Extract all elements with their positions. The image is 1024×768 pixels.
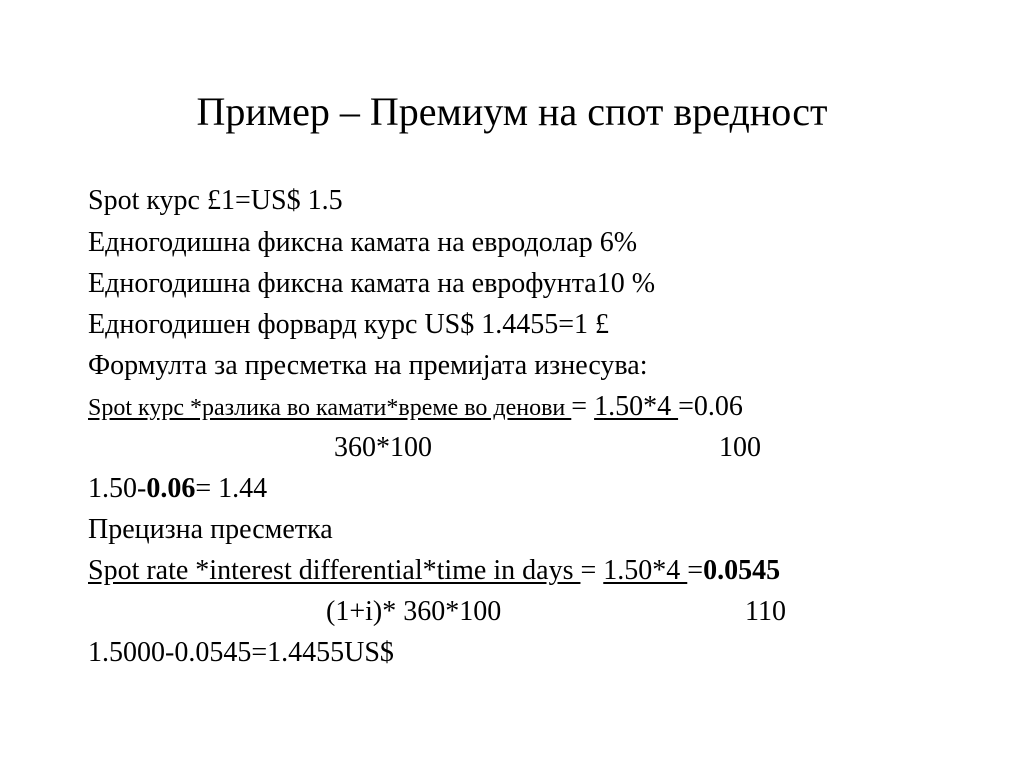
- pound-interest-line: Едногодишна фиксна камата на еврофунта10 %: [88, 268, 656, 299]
- formula-2: [88, 554, 780, 588]
- final-result-line: 1.5000-0.0545=1.4455US$: [88, 637, 394, 668]
- formula-1-lhs: Spot курс *разлика во камати*време во денови: [88, 395, 572, 421]
- formula-1: [88, 390, 743, 425]
- calc-1-suffix: = 1.44: [195, 473, 268, 504]
- formula-1-equals: =: [571, 391, 595, 422]
- forward-rate-line: Едногодишен форвард курс US$ 1.4455=1 £: [88, 309, 610, 340]
- formula-2-result: 0.0545: [703, 555, 781, 586]
- formula-1-numerator: 1.50*4: [594, 391, 679, 422]
- formula-2-denominator-right: 110: [745, 596, 786, 627]
- calc-1-prefix: 1.50-: [88, 473, 147, 504]
- formula-1-denominator-right: 100: [719, 432, 761, 463]
- formula-2-equals: =: [580, 555, 604, 586]
- calc-1-line: [88, 472, 267, 506]
- formula-2-eq2: =: [687, 555, 704, 586]
- dollar-interest-line: Едногодишна фиксна камата на евродолар 6%: [88, 227, 638, 258]
- formula-1-denominator-left: 360*100: [334, 432, 432, 463]
- slide-title: Пример – Премиум на спот вредност: [196, 89, 828, 134]
- precise-heading: Прецизна пресметка: [88, 514, 333, 545]
- formula-2-numerator: 1.50*4: [603, 555, 688, 586]
- formula-2-lhs: Spot rate *interest differential*time in days: [88, 555, 581, 586]
- formula-1-result: =0.06: [678, 391, 743, 422]
- spot-rate-line: Spot курс £1=US$ 1.5: [88, 185, 343, 216]
- formula-intro-line: Формулта за пресметка на премијата изнесува:: [88, 350, 648, 381]
- formula-2-denominator-left: (1+i)* 360*100: [326, 596, 502, 627]
- calc-1-bold: 0.06: [146, 473, 196, 504]
